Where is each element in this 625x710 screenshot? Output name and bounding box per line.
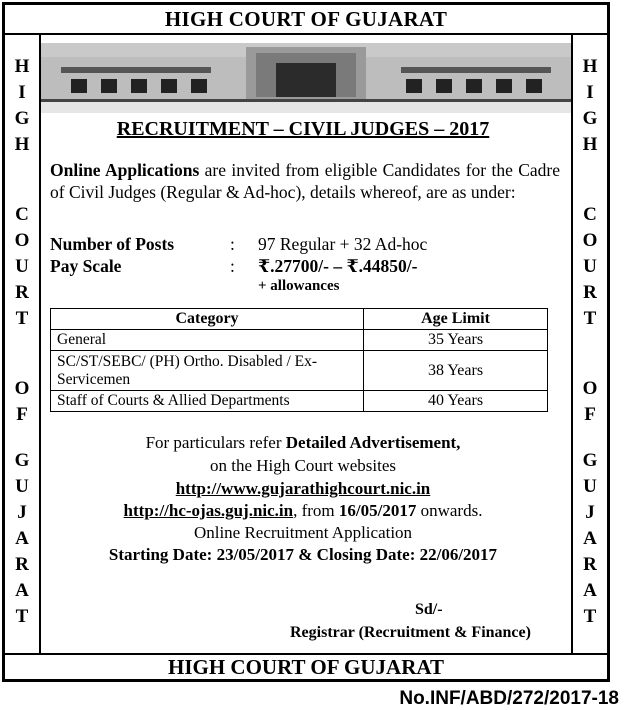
age-cell: 40 Years bbox=[364, 391, 548, 412]
pay-value: ₹.27700/- – ₹.44850/- bbox=[258, 256, 418, 276]
category-header: Category bbox=[51, 309, 364, 330]
side-letter: J bbox=[17, 502, 27, 523]
side-letter: T bbox=[15, 308, 29, 329]
side-letter: H bbox=[14, 56, 30, 77]
side-letter: H bbox=[14, 134, 30, 155]
intro-bold: Online Applications bbox=[50, 160, 200, 180]
detailed-ad-label: Detailed Advertisement, bbox=[285, 433, 461, 452]
signature-sd: Sd/- bbox=[415, 601, 443, 618]
side-letter: U bbox=[15, 256, 29, 277]
side-letter: O bbox=[582, 378, 598, 399]
header-title: HIGH COURT OF GUJARAT bbox=[5, 5, 607, 35]
side-letter: U bbox=[583, 256, 597, 277]
particulars-line-5: Online Recruitment Application bbox=[193, 523, 413, 542]
side-letter: O bbox=[582, 230, 598, 251]
side-letter: U bbox=[15, 476, 29, 497]
side-letter: F bbox=[584, 404, 596, 425]
reference-number: No.INF/ABD/272/2017-18 bbox=[399, 688, 619, 709]
particulars-line-2: on the High Court websites bbox=[209, 456, 397, 475]
side-letter: I bbox=[586, 82, 594, 103]
particulars-line-1 bbox=[38, 433, 568, 453]
pay-colon: : bbox=[230, 256, 235, 276]
side-letter: R bbox=[583, 282, 597, 303]
notice-frame bbox=[2, 2, 610, 682]
side-letter: I bbox=[18, 82, 26, 103]
pay-label: Pay Scale bbox=[50, 256, 122, 276]
side-letter: T bbox=[583, 308, 597, 329]
side-letter: C bbox=[583, 204, 597, 225]
side-letter: A bbox=[583, 580, 597, 601]
side-letter: U bbox=[583, 476, 597, 497]
age-limit-header: Age Limit bbox=[364, 309, 548, 330]
registrar-designation: Registrar (Recruitment & Finance) bbox=[290, 624, 531, 641]
category-cell: SC/ST/SEBC/ (PH) Ortho. Disabled / Ex-Servicemen bbox=[51, 351, 364, 391]
onwards-text: onwards. bbox=[416, 501, 483, 520]
from-text: , from bbox=[293, 501, 339, 520]
particulars-line-3 bbox=[38, 479, 568, 499]
particulars-prefix: For particulars refer bbox=[145, 433, 286, 452]
intro-paragraph bbox=[50, 159, 560, 203]
table-row bbox=[51, 330, 548, 351]
side-letter: O bbox=[14, 230, 30, 251]
notice-title: RECRUITMENT – CIVIL JUDGES – 2017 bbox=[116, 118, 490, 140]
posts-value: 97 Regular + 32 Ad-hoc bbox=[258, 234, 428, 254]
side-letter: O bbox=[14, 378, 30, 399]
gujarat-high-court-link[interactable]: http://www.gujarathighcourt.nic.in bbox=[175, 479, 431, 498]
age-cell: 35 Years bbox=[364, 330, 548, 351]
side-letter: G bbox=[14, 450, 30, 471]
court-building-image bbox=[41, 37, 571, 113]
side-letter: C bbox=[15, 204, 29, 225]
side-letter: A bbox=[15, 580, 29, 601]
posts-colon: : bbox=[230, 234, 235, 254]
table-row bbox=[51, 351, 548, 391]
intro-rest: are invited from eligible Candidates for the Cadre of Civil Judges (Regular & Ad-hoc), details whereof, are as under: bbox=[50, 160, 560, 202]
table-row bbox=[51, 391, 548, 412]
side-letter: R bbox=[15, 554, 29, 575]
side-letter: R bbox=[583, 554, 597, 575]
table-header-row bbox=[51, 309, 548, 330]
side-letter: A bbox=[15, 528, 29, 549]
side-letter: A bbox=[583, 528, 597, 549]
side-letter: F bbox=[16, 404, 28, 425]
left-side-text bbox=[5, 35, 41, 653]
footer-title: HIGH COURT OF GUJARAT bbox=[5, 653, 607, 679]
side-letter: G bbox=[14, 108, 30, 129]
particulars-line-4 bbox=[38, 501, 568, 521]
side-letter: T bbox=[583, 606, 597, 627]
category-table bbox=[50, 308, 548, 412]
side-letter: H bbox=[582, 56, 598, 77]
right-side-text bbox=[571, 35, 607, 653]
hc-ojas-link[interactable]: http://hc-ojas.guj.nic.in bbox=[123, 501, 294, 520]
posts-label: Number of Posts bbox=[50, 234, 175, 254]
from-date: 16/05/2017 bbox=[338, 501, 417, 520]
category-cell: General bbox=[51, 330, 364, 351]
side-letter: R bbox=[15, 282, 29, 303]
side-letter: T bbox=[15, 606, 29, 627]
pay-extra: + allowances bbox=[258, 278, 340, 294]
side-letter: G bbox=[582, 108, 598, 129]
side-letter: H bbox=[582, 134, 598, 155]
application-dates: Starting Date: 23/05/2017 & Closing Date: 22/06/2017 bbox=[108, 545, 498, 564]
side-letter: G bbox=[582, 450, 598, 471]
category-cell: Staff of Courts & Allied Departments bbox=[51, 391, 364, 412]
age-cell: 38 Years bbox=[364, 351, 548, 391]
side-letter: J bbox=[585, 502, 595, 523]
